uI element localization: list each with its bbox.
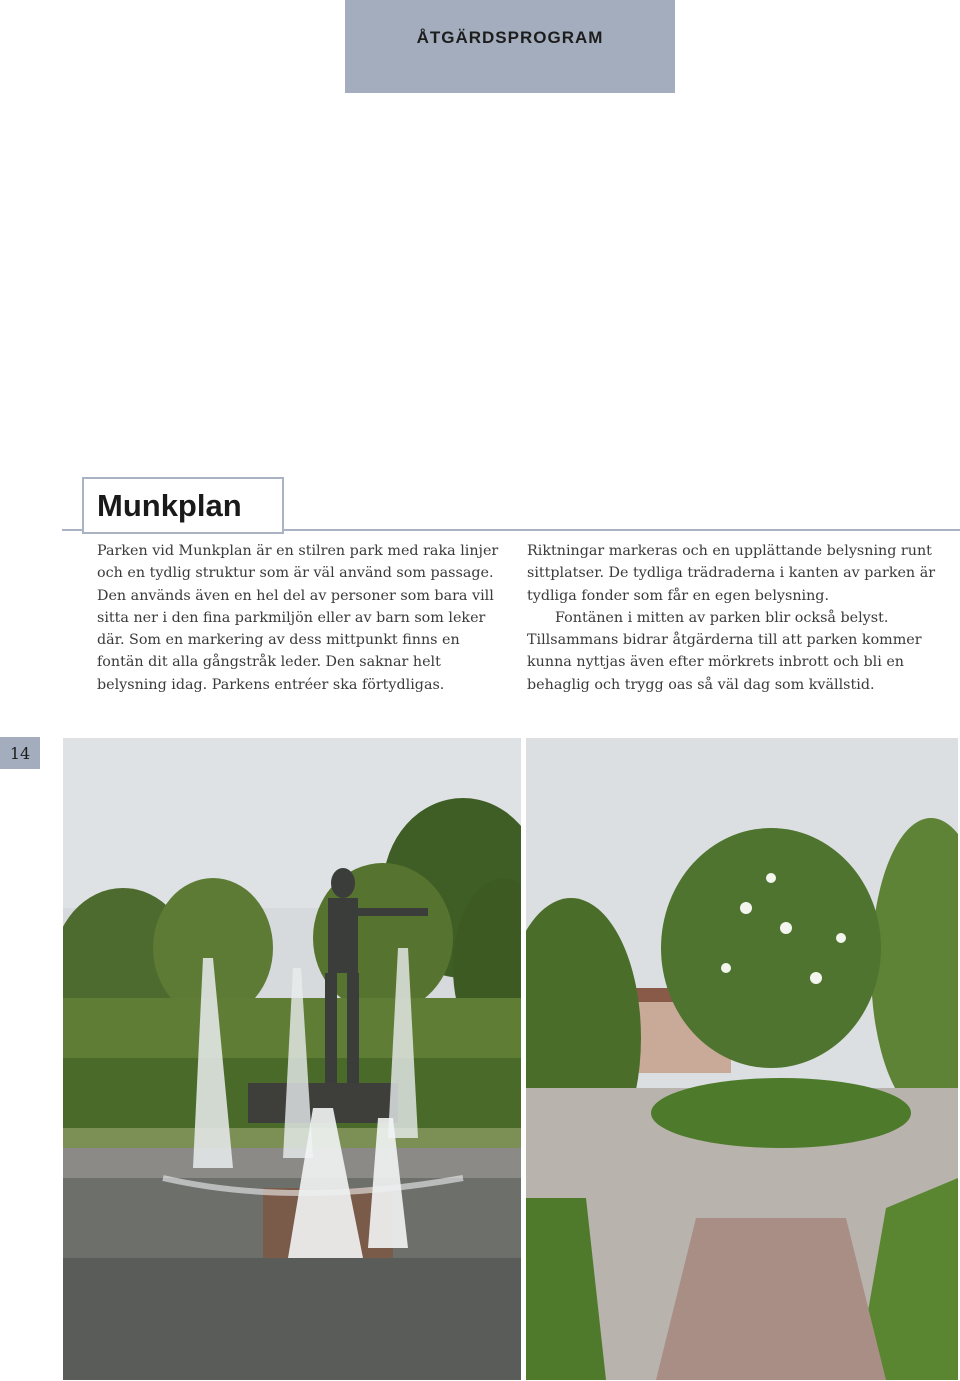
section-label: ÅTGÄRDSPROGRAM bbox=[416, 27, 604, 47]
paragraph: Parken vid Munkplan är en stilren park med raka linjer och en tydlig struktur som är väl använd som passage. Den används även en hel del av personer som bara vill sitta ner i den fina parkmiljön eller av barn som leker där. Som en markering av dess mittpunkt finns en fontän dit alla gångstråk leder. Den saknar helt belysning idag. Parkens entréer ska förtydligas. bbox=[97, 543, 499, 693]
page-title: Munkplan bbox=[97, 487, 242, 523]
title-box bbox=[82, 477, 284, 534]
paragraph: Riktningar markeras och en upplättande belysning runt sittplatser. De tydliga trädraderna i kanten av parken är tydliga fonder som får en egen belysning. bbox=[527, 543, 936, 604]
text-column-left bbox=[97, 540, 507, 696]
text-column-right bbox=[527, 540, 937, 696]
fountain-photo bbox=[63, 738, 521, 1380]
park-path-photo bbox=[526, 738, 958, 1380]
section-header-tab bbox=[345, 0, 675, 93]
paragraph: Fontänen i mitten av parken blir också belyst. Tillsammans bidrar åtgärderna till att parken kommer kunna nyttjas även efter mörkrets inbrott och bli en behaglig och trygg oas så väl dag som kvällstid. bbox=[527, 609, 922, 693]
page-number: 14 bbox=[0, 737, 40, 769]
